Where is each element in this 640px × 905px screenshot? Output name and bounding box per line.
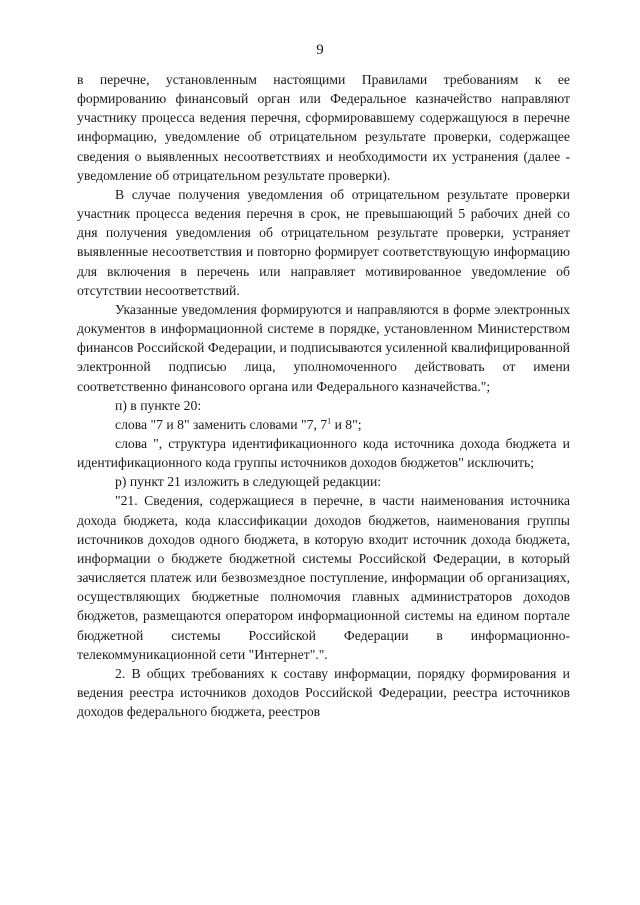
paragraph-item-21: "21. Сведения, содержащиеся в перечне, в части наименования источника дохода бюджета, кода классификации доходов бюджетов, наименования группы источников доходов одного бюджета, в которую входит источник дохода бюджета, информации о бюджете бюджетной системы Российской Федерации, в который зачисляется платеж или безвозмездное поступление, информации об организациях, осуществляющих бюджетные полномочия главных администраторов доходов бюджетов, размещаются оператором информационной системы на едином портале бюджетной системы Российской Федерации в информационно-телекоммуникационной сети "Интернет".". [77,493,570,662]
page-number: 9 [316,42,324,58]
paragraph-item-p: п) в пункте 20: [115,397,202,413]
document-body [77,70,570,721]
paragraph-item-r: р) пункт 21 изложить в следующей редакции: [115,474,382,490]
replace-words-text: слова "7 и 8" заменить словами "7, 7 [115,416,328,432]
paragraph-section-2: 2. В общих требованиях к составу информации, порядку формирования и ведения реестра источников доходов Российской Федерации, реестра источников доходов федерального бюджета, реестров [77,665,570,720]
paragraph-electronic-signature: Указанные уведомления формируются и направляются в форме электронных документов в информационной системе в порядке, установленном Министерством финансов Российской Федерации, и подписываются усиленной квалифицированной электронной подписью лица, уполномоченного действовать от имени соответственно финансового органа или Федерального казначейства."; [77,301,570,394]
paragraph-verification-notice: в перечне, установленным настоящими Правилами требованиям к ее формированию финансовый орган или Федеральное казначейство направляют участнику процесса ведения перечня, сформировавшему содержащуюся в перечне информацию, уведомление об отрицательном результате проверки, содержащее сведения о выявленных несоответствиях и необходимости их устранения (далее - уведомление об отрицательном результате проверки). [77,72,570,183]
superscript-index: 1 [327,416,332,426]
paragraph-exclude-words: слова ", структура идентификационного кода источника дохода бюджета и идентификационного кода группы источников доходов бюджетов" исключить; [77,435,570,471]
paragraph-replace-words [77,415,570,434]
replace-words-text-end: и 8"; [331,416,362,432]
paragraph-correction-deadline: В случае получения уведомления об отрицательном результате проверки участник процесса ведения перечня в срок, не превышающий 5 рабочих дней со дня получения уведомления об отрицательном результате проверки, устраняет выявленные несоответствия и повторно формирует соответствующую информацию для включения в перечень или направляет мотивированное уведомление об отсутствии несоответствий. [77,186,570,298]
